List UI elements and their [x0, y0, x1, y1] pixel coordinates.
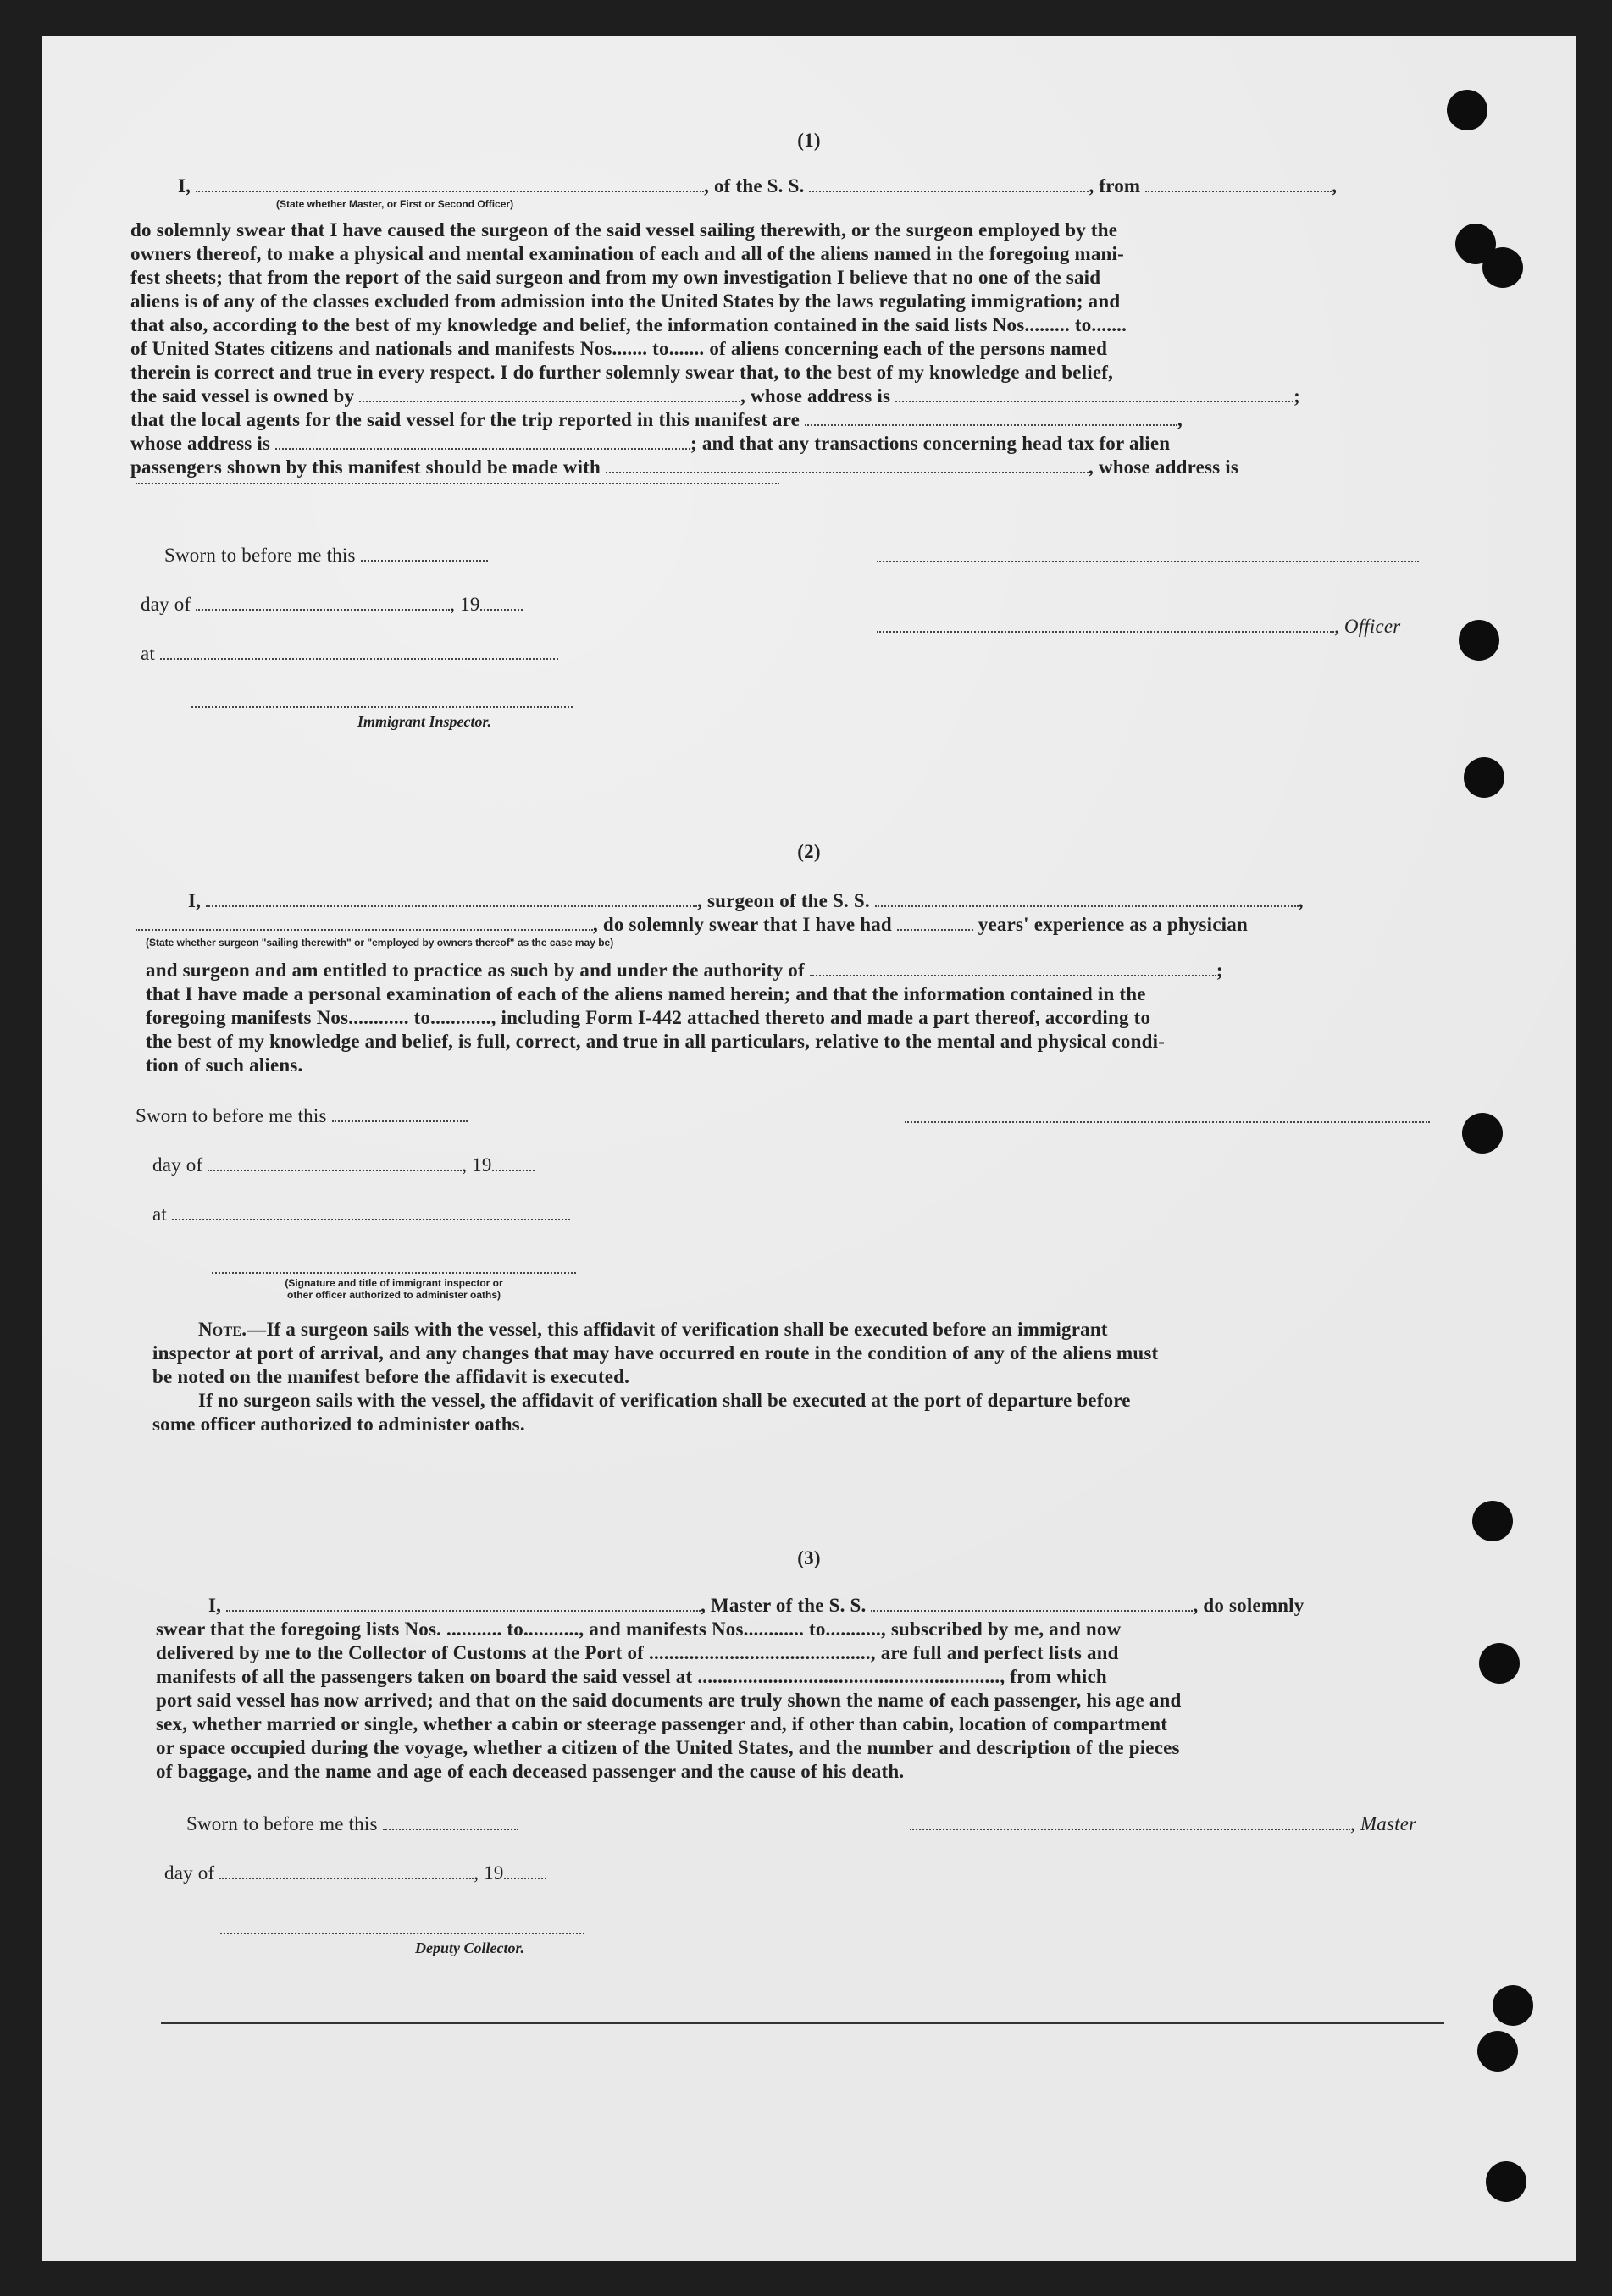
body-line: that I have made a personal examination of each of the aliens named herein; and that the information contained in the [146, 983, 1146, 1004]
signature-note-line: other officer authorized to administer oaths) [286, 1289, 501, 1301]
sworn-label: Sworn to before me this [186, 1813, 378, 1834]
body-line: swear that the foregoing lists Nos. ........... to..........., and manifests Nos............ to..........., subscribed by me, and now [156, 1618, 1122, 1640]
year-prefix: , 19 [450, 594, 480, 615]
line-label: I, [178, 175, 191, 196]
sworn-label: Sworn to before me this [164, 545, 356, 566]
note-line: inspector at port of arrival, and any changes that may have occurred en route in the condition of any of the aliens must [152, 1342, 1159, 1364]
master-signature-blank[interactable] [910, 1813, 1350, 1830]
body-line: port said vessel has now arrived; and that on the said documents are truly shown the name of each passenger, his age and [156, 1690, 1182, 1711]
line-label: , whose address is [1088, 456, 1238, 478]
body-line: fest sheets; that from the report of the said surgeon and from my own investigation I believe that no one of the said [130, 267, 1101, 288]
inspector-signature-line[interactable] [191, 706, 573, 708]
authority-blank[interactable] [810, 960, 1216, 976]
line-label: , surgeon of the S. S. [697, 890, 870, 911]
officer-rank-note: (State whether Master, or First or Second Officer) [276, 198, 514, 210]
sworn-label: Sworn to before me this [136, 1105, 327, 1126]
year-prefix: , 19 [474, 1862, 504, 1884]
deputy-signature-line[interactable] [220, 1933, 584, 1934]
authority-line [146, 959, 1223, 982]
agents-address-blank[interactable] [275, 433, 690, 450]
local-agents-line: that the local agents for the said vessel for the trip reported in this manifest are , [130, 409, 1183, 430]
master-line-1 [208, 1594, 1304, 1618]
passengers-line [130, 456, 1238, 479]
surgeon-line-2 [136, 913, 1248, 937]
year-blank[interactable] [504, 1862, 546, 1879]
line-label: ; and that any transactions concerning head tax for alien [690, 433, 1171, 454]
owner-blank[interactable] [359, 385, 740, 402]
inspector-signature-line-2[interactable] [212, 1272, 576, 1274]
day-of-label: day of [152, 1154, 203, 1176]
punch-hole [1477, 2031, 1518, 2072]
punch-hole [1486, 2161, 1526, 2202]
line-label: , Master of the S. S. [701, 1595, 867, 1616]
note-line: If no surgeon sails with the vessel, the affidavit of verification shall be executed at the port of departure before [198, 1390, 1131, 1411]
head-tax-party-blank[interactable] [606, 456, 1089, 473]
surgeon-status-note: (State whether surgeon "sailing therewith" or "employed by owners thereof" as the case may be) [146, 937, 614, 949]
line-label: , do solemnly swear that I have had [593, 914, 892, 935]
note-line: some officer authorized to administer oaths. [152, 1414, 525, 1435]
head-tax-line [130, 432, 1170, 456]
at-label: at [152, 1203, 167, 1225]
day-of-line-3 [164, 1862, 546, 1885]
master-name-blank[interactable] [226, 1595, 701, 1612]
section-2-number: (2) [797, 841, 821, 862]
inspector-label: Immigrant Inspector. [357, 713, 492, 730]
line-label: I, [208, 1595, 222, 1616]
body-line: foregoing manifests Nos............ to............, including Form I-442 attached thereto and made a part thereof, according to [146, 1007, 1151, 1028]
punch-hole [1493, 1985, 1533, 2026]
from-port-blank[interactable] [1145, 175, 1332, 192]
body-line: that also, according to the best of my knowledge and belief, the information contained in the said lists Nos......... to....... [130, 314, 1127, 335]
body-line: do solemnly swear that I have caused the surgeon of the said vessel sailing therewith, or the surgeon employed by the [130, 219, 1118, 241]
line-label: , [1332, 175, 1338, 196]
line-label: years' experience as a physician [978, 914, 1248, 935]
sworn-line-1 [164, 544, 488, 567]
day-of-label: day of [141, 594, 191, 615]
body-line: therein is correct and true in every respect. I do further solemnly swear that, to the best of my knowledge and belief, [130, 362, 1114, 383]
surgeon-name-blank[interactable] [206, 890, 697, 907]
master-label: , Master [1350, 1813, 1417, 1834]
line-label: the said vessel is owned by [130, 385, 355, 407]
line-label: passengers shown by this manifest should be made with [130, 456, 601, 478]
line-label: whose address is [130, 433, 271, 454]
note-line [198, 1318, 1108, 1342]
note-label: Note. [198, 1319, 247, 1340]
body-line: manifests of all the passengers taken on board the said vessel at ............................................................, from which [156, 1666, 1107, 1687]
owned-by-line [130, 385, 1300, 408]
body-line: of United States citizens and nationals and manifests Nos....... to....... of aliens concerning each of the persons named [130, 338, 1108, 359]
line-label: , from [1089, 175, 1141, 196]
head-tax-address-blank[interactable] [136, 483, 779, 484]
day-of-line-1 [141, 593, 523, 617]
line-label: , do solemnly [1193, 1595, 1305, 1616]
surgeon-signature-line[interactable] [905, 1121, 1430, 1123]
officer-line [877, 615, 1400, 639]
signature-note [212, 1277, 576, 1301]
at-blank[interactable] [172, 1203, 570, 1220]
vessel-name-blank[interactable] [809, 175, 1089, 192]
body-line: the best of my knowledge and belief, is full, correct, and true in all particulars, relative to the mental and physical condi- [146, 1031, 1166, 1052]
body-line: of baggage, and the name and age of each deceased passenger and the cause of his death. [156, 1761, 905, 1782]
officer-name-blank[interactable] [196, 175, 704, 192]
master-vessel-blank[interactable] [871, 1595, 1193, 1612]
local-agents-blank[interactable] [805, 409, 1177, 426]
line-label: that the local agents for the said vessel for the trip reported in this manifest are [130, 409, 800, 430]
sworn-date-blank[interactable] [383, 1813, 518, 1830]
at-label: at [141, 643, 155, 664]
signature-note-line: (Signature and title of immigrant inspector or [285, 1277, 503, 1289]
day-of-blank[interactable] [208, 1154, 462, 1171]
at-line-2 [152, 1203, 570, 1226]
day-of-blank[interactable] [219, 1862, 474, 1879]
surgeon-status-blank[interactable] [136, 914, 593, 931]
surgeon-vessel-blank[interactable] [875, 890, 1299, 907]
master-signature-line [910, 1812, 1416, 1836]
line-label: , of the S. S. [704, 175, 805, 196]
note-line: be noted on the manifest before the affidavit is executed. [152, 1366, 630, 1387]
at-blank[interactable] [160, 643, 558, 660]
note-text: —If a surgeon sails with the vessel, this affidavit of verification shall be executed before an immigrant [247, 1319, 1108, 1340]
sworn-date-blank[interactable] [361, 545, 488, 562]
section-3-number: (3) [797, 1547, 821, 1568]
officer-label: , Officer [1334, 616, 1401, 637]
year-blank[interactable] [480, 594, 523, 611]
line-label: I, [188, 890, 202, 911]
bottom-rule [161, 2022, 1444, 2024]
body-line: tion of such aliens. [146, 1054, 303, 1076]
line-label: , whose address is [740, 385, 891, 407]
day-of-blank[interactable] [196, 594, 450, 611]
sworn-date-blank[interactable] [332, 1105, 468, 1122]
line-label: and surgeon and am entitled to practice as such by and under the authority of [146, 960, 805, 981]
officer-signature-line[interactable] [877, 561, 1419, 562]
day-of-line-2 [152, 1154, 535, 1177]
day-of-label: day of [164, 1862, 215, 1884]
year-blank[interactable] [492, 1154, 535, 1171]
line-label: ; [1216, 960, 1223, 981]
section-1-number: (1) [797, 130, 821, 151]
years-blank[interactable] [897, 914, 973, 931]
line-label: ; [1293, 385, 1300, 407]
at-line-1 [141, 642, 558, 666]
surgeon-line-1 [188, 889, 1304, 913]
punch-hole [1459, 620, 1499, 661]
owner-address-blank[interactable] [895, 385, 1293, 402]
punch-hole [1462, 1113, 1503, 1154]
punch-hole [1479, 1643, 1520, 1684]
punch-hole [1482, 247, 1523, 288]
body-line: aliens is of any of the classes excluded from admission into the United States by the laws regulating immigration; and [130, 290, 1121, 312]
deputy-label: Deputy Collector. [415, 1939, 524, 1956]
line-label: , [1298, 890, 1304, 911]
officer-blank[interactable] [877, 616, 1334, 633]
punch-hole [1472, 1501, 1513, 1541]
body-line: or space occupied during the voyage, whether a citizen of the United States, and the number and description of the pieces [156, 1737, 1180, 1758]
section-1-line-1 [178, 174, 1337, 198]
manifest-affidavit-page [42, 36, 1576, 2261]
year-prefix: , 19 [462, 1154, 492, 1176]
sworn-line-3 [186, 1812, 518, 1836]
body-line: owners thereof, to make a physical and mental examination of each and all of the aliens named in the foregoing mani- [130, 243, 1124, 264]
punch-hole [1464, 757, 1504, 798]
body-line: sex, whether married or single, whether a cabin or steerage passenger and, if other than cabin, location of compartment [156, 1713, 1168, 1734]
sworn-line-2 [136, 1104, 468, 1128]
punch-hole [1447, 90, 1487, 130]
body-line: delivered by me to the Collector of Customs at the Port of ............................................, are full and perfect lists and [156, 1642, 1119, 1663]
